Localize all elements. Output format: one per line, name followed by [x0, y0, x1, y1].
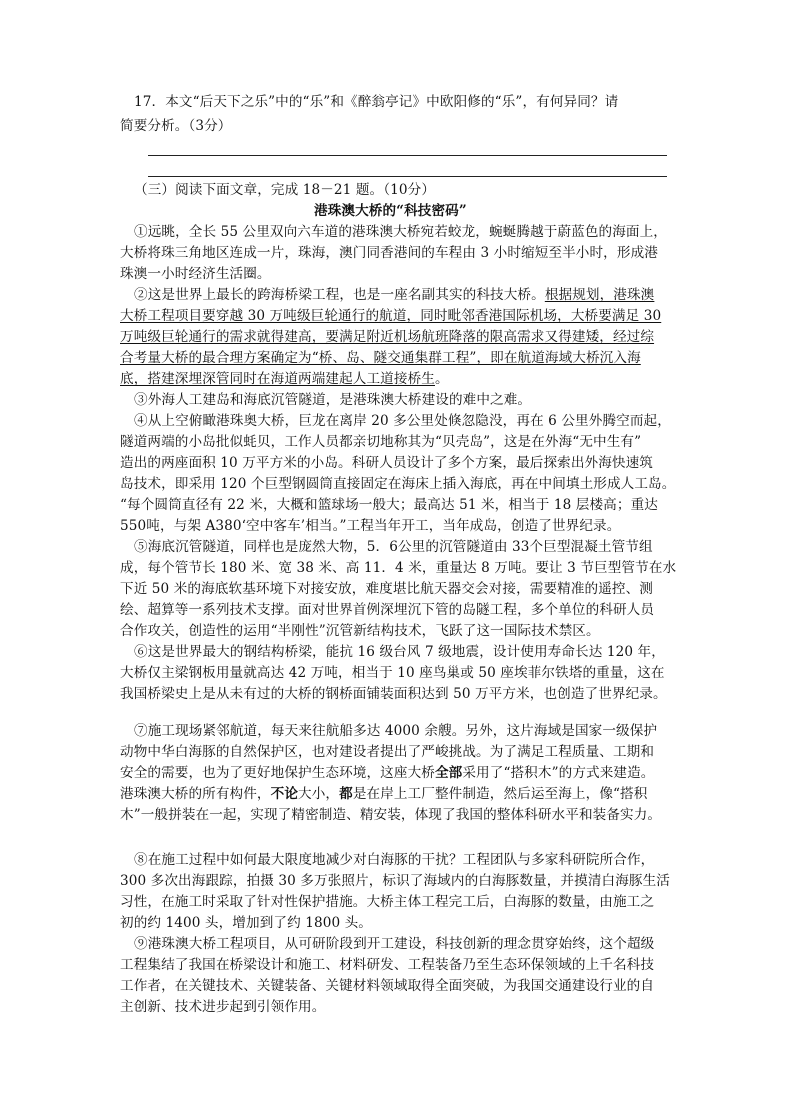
p8-line-2: 300 多次出海跟踪，拍摄 30 多万张照片，标识了海域内的白海豚数量，并摸清白海豚生活 — [120, 873, 670, 889]
p8-line-4: 初的约 1400 头，增加到了约 1800 头。 — [120, 915, 372, 931]
p6-line-2: 大桥仅主梁钢板用量就高达 42 万吨，相当于 10 座鸟巢或 50 座埃菲尔铁塔的重量，这在 — [120, 665, 665, 681]
p7-line-4-a: 港珠澳大桥的所有构件， — [120, 786, 271, 802]
article-title: 港珠澳大桥的“科技密码” — [314, 203, 467, 219]
p9-line-1: ⑨港珠澳大桥工程项目，从可研阶段到开工建设，科技创新的理念贯穿始终，这个超级 — [134, 936, 655, 952]
p2-line-2: 大桥工程项目要穿越 30 万吨级巨轮通行的航道，同时毗邻香港国际机场，大桥要满足 30 — [120, 308, 662, 324]
p1-line-1: ①远眺，全长 55 公里双向六车道的港珠澳大桥宛若蛟龙，蜿蜒腾越于蔚蓝色的海面上， — [134, 224, 668, 240]
answer-line-1 — [148, 155, 667, 156]
p5-line-1: ⑤海底沉管隧道，同样也是庞然大物，5．6公里的沉管隧道由 33个巨型混凝土管节组 — [134, 539, 653, 555]
p8-line-1: ⑧在施工过程中如何最大限度地减少对白海豚的干扰？工程团队与多家科研院所合作， — [134, 852, 655, 868]
p7-line-4-c: 大小， — [298, 786, 340, 802]
p4-line-1: ④从上空俯瞰港珠奥大桥，巨龙在离岸 20 多公里处倏忽隐没，再在 6 公里外腾空而起， — [134, 413, 671, 429]
p7-line-4-bold-2: 都 — [339, 786, 353, 802]
p7-line-1: ⑦施工现场紧邻航道，每天来往航船多达 4000 余艘。另外，这片海域是国家一级保护 — [134, 723, 658, 739]
p9-line-4: 主创新、技术进步起到引领作用。 — [120, 999, 326, 1015]
p5-line-2: 成，每个管节长 180 米、宽 38 米、高 11．4 米，重量达 8 万吨。要让 3 节巨型管节在水 — [120, 560, 677, 576]
section-intro: （三）阅读下面文章，完成 18－21 题。（10分） — [134, 182, 436, 198]
p1-line-2: 大桥将珠三角地区连成一片，珠海，澳门同香港间的车程由 3 小时缩短至半小时，形成港 — [120, 245, 658, 261]
p9-line-2: 工程集结了我国在桥梁设计和施工、材料研发、工程装备乃至生态环保领域的上千名科技 — [120, 957, 655, 973]
p8-line-3: 习性，在施工时采取了针对性保护措施。大桥主体工程完工后，白海豚的数量，由施工之 — [120, 894, 655, 910]
p2-line-3: 万吨级巨轮通行的需求就得建高，要满足附近机场航班降落的限高需求又得建矮，经过综 — [120, 329, 655, 345]
p1-line-3: 珠澳一小时经济生活圈。 — [120, 266, 271, 282]
p9-line-3: 工作者，在关键技术、关键装备、关键材料领域取得全面突破，为我国交通建设行业的自 — [120, 978, 655, 994]
p2-line-1 — [134, 285, 654, 305]
p2-line-1-plain: ②这是世界上最长的跨海桥梁工程，也是一座名副其实的科技大桥。 — [134, 287, 545, 303]
p7-line-3-c: 采用了“搭积木”的方式来建造。 — [462, 765, 655, 781]
p5-line-3: 下近 50 米的海底软基环境下对接安放，难度堪比航天器交会对接，需要精准的遥控、测 — [120, 581, 654, 597]
p7-line-5: 木”一般拼装在一起，实现了精密制造、精安装，体现了我国的整体科研水平和装备实力。 — [120, 807, 662, 823]
q17-line-1: 17．本文“后天下之乐”中的“乐”和《醉翁亭记》中欧阳修的“乐”，有何异同？请 — [134, 94, 619, 110]
p2-line-4: 合考量大桥的最合理方案确定为“桥、岛、隧交通集群工程”，即在航道海域大桥沉入海 — [120, 350, 641, 366]
p4-line-5: “每个圆筒直径有 22 米，大概和篮球场一般大；最高达 51 米，相当于 18 层楼高；重达 — [120, 497, 658, 513]
p2-line-5-end: 。 — [434, 371, 449, 387]
p2-line-5 — [120, 369, 449, 389]
p7-line-4-bold-1: 不论 — [270, 786, 299, 802]
p3-line-1: ③外海人工建岛和海底沉管隧道，是港珠澳大桥建设的难中之难。 — [134, 392, 532, 408]
p4-line-3: 造出的两座面积 10 万平方米的小岛。科研人员设计了多个方案，最后探索出外海快速筑 — [120, 455, 654, 471]
p7-line-4 — [120, 784, 647, 804]
p5-line-5: 合作攻关，创造性的运用“半刚性”沉管新结构技术，飞跃了这一国际技术禁区。 — [120, 623, 600, 639]
p2-line-1-underlined: 根据规划，港珠澳 — [544, 287, 655, 303]
p6-line-3: 我国桥梁史上是从未有过的大桥的钢桥面铺装面积达到 50 万平方米，也创造了世界纪录。 — [120, 686, 667, 702]
p2-line-5-underlined: 底，搭建深埋深管同时在海道两端建起人工道接桥生 — [120, 371, 435, 387]
p7-line-2: 动物中华白海豚的自然保护区，也对建设者提出了严峻挑战。为了满足工程质量、工期和 — [120, 744, 655, 760]
p7-line-3-a: 安全的需要，也为了更好地保护生态环境，这座大桥 — [120, 765, 435, 781]
answer-line-2 — [148, 176, 667, 177]
p4-line-6: 550吨，与架 A380‘空中客车’相当。”工程当年开工，当年成岛，创造了世界纪录。 — [120, 518, 621, 534]
p7-line-4-e: 是在岸上工厂整件制造，然后运至海上，像“搭积 — [352, 786, 648, 802]
p5-line-4: 绘、超算等一系列技术支撑。面对世界首例深埋沉下管的岛隧工程，多个单位的科研人员 — [120, 602, 655, 618]
p4-line-2: 隧道两端的小岛批似蚝贝，工作人员都亲切地称其为“贝壳岛”，这是在外海“无中生有” — [120, 434, 642, 450]
p4-line-4: 岛技术，即采用 120 个巨型钢圆筒直接固定在海床上插入海底，再在中间填土形成人工岛。 — [120, 476, 676, 492]
p7-line-3-bold: 全部 — [434, 765, 463, 781]
p6-line-1: ⑥这是世界最大的钢结构桥梁，能抗 16 级台风 7 级地震，设计使用寿命长达 120 年， — [134, 644, 665, 660]
q17-line-2: 简要分析。（3分） — [120, 118, 232, 134]
p7-line-3 — [120, 763, 654, 783]
